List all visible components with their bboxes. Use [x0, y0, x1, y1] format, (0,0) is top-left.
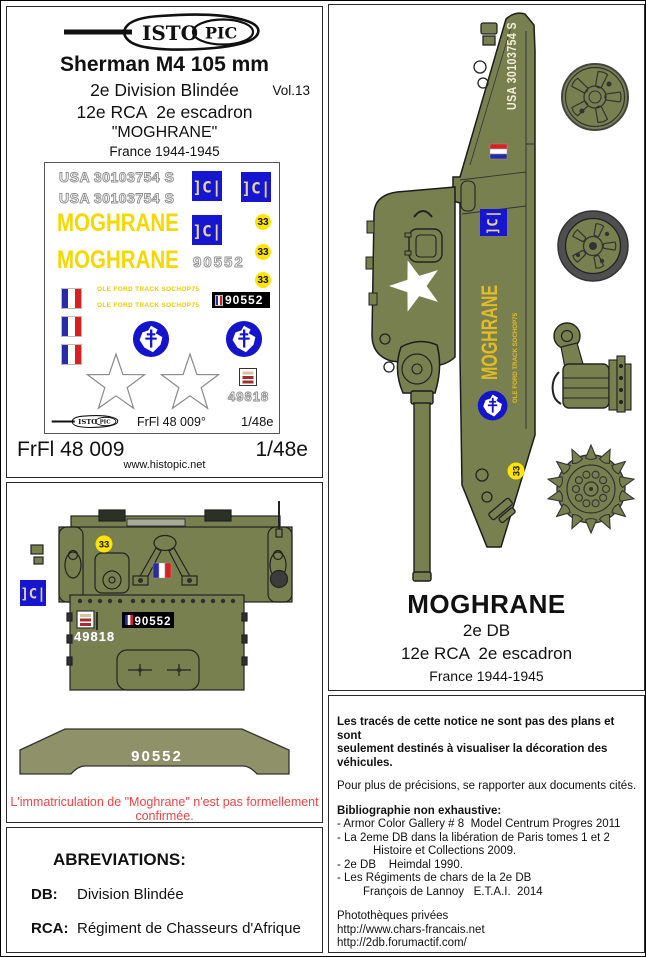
- turret-number-marking: [508, 463, 525, 480]
- biblio-item: - 2e DB Heimdal 1990.: [337, 858, 463, 871]
- striped-square-marking: [77, 611, 97, 630]
- plate-number: 90552: [225, 293, 264, 307]
- profile-division: 2e DB: [462, 621, 511, 640]
- subtitle-period: France 1944-1945: [109, 144, 220, 159]
- histopic-logo: [62, 11, 268, 53]
- logo-text-part2: PIC: [204, 23, 237, 43]
- stencil-marking: OLE FORD TRACK SOCHOP75: [512, 307, 519, 403]
- decal-name-1: MOGHRANE: [57, 209, 179, 237]
- subtitle-division: 2e Division Blindée: [90, 80, 239, 100]
- svg-text:]C|: ]C|: [241, 178, 271, 198]
- svg-text:]C|: ]C|: [20, 586, 46, 603]
- confirmation-caption: L'immatriculation de "Moghrane" n'est pas formellement confirmée.: [10, 795, 319, 823]
- french-flag-decal-1: [61, 288, 82, 309]
- registration-plate-marking: [122, 612, 174, 628]
- link-2db-forum: http://2db.forumactif.com/: [337, 937, 467, 949]
- header-panel: [6, 6, 323, 478]
- french-flag-marking: [490, 144, 507, 159]
- decal-usa-serial-2: USA 30103754 S: [59, 190, 175, 206]
- drive-sprocket-detail: [547, 445, 635, 533]
- notice-line-1: Les tracés de cette notice ne sont pas des plans et sont: [337, 716, 615, 742]
- tactical-sign-marking: [20, 580, 46, 606]
- decal-number-33-2: 33: [255, 244, 271, 260]
- striped-square-decal: [239, 368, 257, 386]
- side-profile-panel: [328, 4, 645, 691]
- subtitle-regiment: 12e RCA 2e escadron: [76, 102, 253, 122]
- decal-number-33-1: 33: [255, 214, 271, 230]
- histopic-logo-small: [51, 414, 121, 429]
- 2e-db-insignia-marking: [478, 391, 508, 421]
- photo-credits-title: Photothèques privées: [337, 910, 449, 922]
- tactical-sign-decal-3: [192, 215, 222, 245]
- usa-serial-marking: USA 30103754 S: [505, 6, 519, 110]
- french-flag-marking: [153, 563, 171, 578]
- abbrev-rca-meaning: Régiment de Chasseurs d'Afrique: [77, 920, 301, 937]
- decal-name-2: MOGHRANE: [57, 246, 179, 274]
- road-wheel-detail-2: [558, 211, 628, 281]
- french-flag-decal-2: [61, 316, 82, 337]
- decal-registration-outline: 90552: [193, 254, 245, 271]
- decal-reg-49818: 49818: [228, 389, 270, 404]
- svg-text:90552: 90552: [134, 616, 172, 628]
- svg-text:]C|: ]C|: [192, 221, 222, 241]
- abbrev-db-meaning: Division Blindée: [77, 886, 184, 903]
- french-flag-decal-3: [61, 344, 82, 365]
- svg-text:33: 33: [511, 465, 523, 477]
- lower-rear-plate: [20, 729, 289, 774]
- decal-sheet-scale: 1/48e: [241, 414, 274, 429]
- svg-text:33: 33: [98, 539, 110, 551]
- svg-text:]C|: ]C|: [485, 209, 502, 236]
- profile-regiment: 12e RCA 2e escadron: [400, 644, 573, 663]
- page-title: Sherman M4 105 mm: [60, 53, 269, 76]
- decal-registration-plate: [212, 292, 270, 308]
- lower-plate-registration: 90552: [131, 748, 183, 765]
- abbrev-db: DB:: [31, 886, 58, 903]
- white-star-decal-2: [158, 351, 222, 413]
- decal-stencil-line-1: OLE FORD TRACK SOCHOP75: [97, 286, 200, 293]
- tactical-sign-decal-2: [241, 172, 271, 202]
- subtitle-name: "MOGHRANE": [111, 124, 218, 141]
- gun-barrel: [411, 391, 433, 581]
- decal-sheet-reference: FrFl 48 009°: [137, 415, 206, 429]
- french-flag-icon: [215, 295, 223, 306]
- hatch: [117, 650, 199, 690]
- decal-number-33-3: 33: [255, 272, 271, 288]
- white-star-decal-1: [84, 351, 148, 413]
- name-marking: MOGHRANE: [477, 249, 502, 380]
- website-url: www.histopic.net: [123, 459, 206, 471]
- svg-text:PIC: PIC: [99, 419, 111, 426]
- notice-line-2: seulement destinés à visualiser la décoration des véhicules.: [337, 743, 608, 769]
- gun-mantlet: [397, 341, 439, 393]
- turret-number-circle: [96, 536, 113, 553]
- biblio-item: - Les Régiments de chars de la 2e DB: [337, 872, 532, 884]
- road-wheel-detail-1: [562, 64, 628, 130]
- reg-49818-marking: 49818: [74, 629, 116, 644]
- biblio-item: François de Lannoy E.T.A.I. 2014: [363, 885, 543, 898]
- decal-sheet-preview: [44, 162, 280, 434]
- tactical-glyph: ]C|: [192, 177, 222, 197]
- svg-text:ISTO: ISTO: [78, 418, 98, 427]
- decal-usa-serial-1: USA 30103754 S: [59, 169, 175, 185]
- fuel-cap-plate: [95, 553, 129, 593]
- biblio-item: - La 2eme DB dans la libération de Paris tomes 1 et 2: [337, 831, 610, 844]
- abbreviations-title: ABREVIATIONS:: [53, 850, 186, 869]
- biblio-item: Histoire et Collections 2009.: [373, 845, 517, 857]
- sheet-scale: 1/48e: [255, 438, 308, 461]
- abbreviations-panel: [6, 827, 323, 953]
- ventilator: [461, 181, 475, 211]
- volume-label: Vol.13: [272, 83, 310, 98]
- 2e-db-insignia-decal-2: [225, 320, 263, 358]
- link-chars-francais: http://www.chars-francais.net: [337, 923, 485, 936]
- tactical-sign-decal-1: [192, 171, 222, 201]
- rear-view-panel: [6, 482, 323, 823]
- abbrev-rca: RCA:: [31, 920, 69, 937]
- logo-text-part1: ISTO: [141, 21, 198, 45]
- profile-name: MOGHRANE: [407, 589, 566, 619]
- tactical-sign-marking: [480, 209, 507, 236]
- notes-panel: [328, 695, 645, 953]
- notice-precision: Pour plus de précisions, se rapporter aux documents cités.: [337, 780, 637, 792]
- tank-side-view-drawing: [329, 5, 644, 690]
- profile-period: France 1944-1945: [429, 668, 544, 684]
- profile-title-block: [329, 589, 644, 684]
- suspension-bogie-detail: [553, 323, 631, 412]
- sheet-reference: FrFl 48 009: [17, 438, 125, 461]
- decal-stencil-line-2: OLE FORD TRACK SOCHOP75: [97, 302, 200, 309]
- hull-rear: [31, 501, 292, 602]
- tank-rear-view-drawing: [7, 483, 322, 788]
- bibliography-title: Bibliographie non exhaustive:: [337, 804, 502, 817]
- biblio-item: - Armor Color Gallery # 8 Model Centrum Progres 2011: [337, 818, 621, 830]
